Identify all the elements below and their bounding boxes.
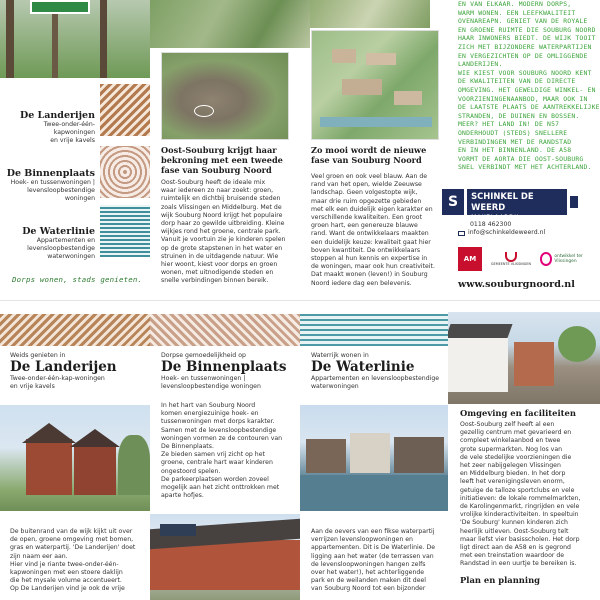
article-2-line: met elk een duidelijk eigen karakter en [311,205,433,213]
article-2-line: verschillende kwaliteiten. Een groot [311,214,422,222]
hand-line: EN VERGEZICHTEN OP DE OMLIGGENDE [458,51,588,60]
binnenplaats-line: In het hart van Souburg Noord [161,402,256,409]
omgeving-line: het zeer nabijgelegen Vlissingen [460,462,561,470]
hand-line: OVENAREAPN. GENIET VAN DE ROYALE [458,17,588,26]
binnenplaats-title: De Binnenplaats [6,168,95,179]
bottom-waterlinie-title: De Waterlinie [311,359,415,376]
aerial-village-photo [161,52,289,140]
waterlinie-pattern-square [100,205,150,257]
bottom-waterlinie-header [311,352,451,392]
omgeving-section [460,408,600,586]
waterlinie-line: de levensloopwoningen hangen zelfs [311,560,426,568]
binnenplaats-label [0,168,95,204]
article-2-heading [311,145,447,165]
omgeving-line: ligt direct aan de A58 en is gegrond [460,544,571,552]
article-2 [311,145,447,288]
article-2-line: Dat maakt wonen (leven!) in Souburg [311,271,428,279]
binnenplaats-line: Samen met de levensloopbestendige [161,426,277,434]
omgeving-title: Omgeving en faciliteiten [460,408,576,418]
waterlinie-line: verrijzen levensloopwoningen en [311,536,413,544]
hand-line: WARM WONEN. EEN LEEFKWALITEIT [458,8,576,17]
landerijen-line: kapwoningen met een stoere daklijn [10,569,123,577]
binnenplaats-line: tussenwoningen met dorps karakter. [161,418,275,426]
landerijen-sub-3: en vrije kavels [50,137,95,145]
slogan: Dorps wonen, stads genieten. [12,275,143,284]
hand-line: HAAR INWONERS BIEDT. DE WIJK TOOIT [458,34,596,43]
site-plan-render [311,30,439,140]
omgeving-line: compleet winkelaanbod en twee [460,437,561,445]
vlissingen-logo [486,247,536,271]
landerijen-sub-2: kapwoningen [53,129,95,137]
contact-phone[interactable]: 0118 462300 [470,221,512,228]
article-1-heading-1: Oost-Souburg krijgt haar [161,145,277,155]
article-2-line: een duidelijk keuze: kwaliteit gaat hier [311,238,431,246]
hand-line: DE LAATSTE PLAATS DE AANTREKKELIJKE [458,103,600,112]
waterlinie-line: over het water!), het achterliggende [311,569,425,577]
waterlinie-title: De Waterlinie [22,226,95,237]
bottom-waterlinie-sub-1: Appartementen en levensloopbestendige [311,375,440,383]
article-1-line: waar iedereen zo naar zoekt: groen, [161,187,274,195]
article-1-line: struinen in de uitdagende natuur. Wie [161,252,279,260]
landerijen-label [0,110,95,146]
vlissingen-crest-icon [505,252,517,262]
bottom-binnenplaats-title: De Binnenplaats [161,359,287,376]
article-1-line: Oost-Souburg heeft de ideale mix [161,179,266,186]
location-circle [194,105,214,117]
binnenplaats-line: Ze bieden samen vrij zicht op het [161,451,265,459]
contact-email[interactable] [458,229,545,237]
hand-line: EN VAN ELKAAR. MODERN DORPS, [458,0,572,8]
omgeving-line: Oost-Souburg zelf heeft al een [460,421,555,428]
article-1 [161,145,297,286]
waterlinie-sub-2: levensloopbestendige [27,245,95,253]
waterlinie-houses-photo [300,405,448,511]
binnenplaats-sub-3: woningen [64,195,95,203]
article-1-heading-3: fase van Souburg Noord [161,165,272,175]
article-1-line: Vanuit je voortuin zie je kinderen spelen [161,236,286,244]
landerijen-line: gras en waterpartij. 'De Landerijen' doet [10,544,136,552]
omgeving-line: de Karolingenmarkt, ringrijden en vele [460,503,580,511]
article-2-line: groen hart, een genereuze blauwe [311,222,418,230]
waterlinie-kicker: Waterrijk wonen in [311,352,369,359]
waterlinie-sub-3: waterwoningen [47,253,95,261]
top-aerial-strip-right [310,0,430,28]
article-2-line: de woningen, maar ook hun creativiteit. [311,263,435,271]
brand-sub: MAKELAARDIJ [471,214,519,221]
article-2-heading-2: fase van Souburg Noord [311,155,422,165]
waterlinie-line: appartementen. Dit is De Waterlinie. De [311,544,436,552]
landerijen-body [10,528,150,594]
waterlinie-label [0,226,95,262]
omgeving-line: gezellig centrum met gevarieerd en [460,429,572,437]
waterlinie-line: park en de weilanden maken dit deel [311,577,427,585]
hand-line: VOORZIENINGENAANBOD, MAAR OOK IN [458,94,588,103]
omgeving-line: heerlijk uitleven. Oost-Souburg telt [460,527,569,535]
landerijen-title: De Landerijen [19,110,95,121]
omgeving-line: maar liefst vier basisscholen. Het dorp [460,535,580,543]
binnenplaats-line: groene, centrale hart waar kinderen [161,459,273,467]
landerijen-line: die het mysale volume accentueert. [10,577,122,585]
article-1-line: snelle verbindingen binnen bereik. [161,277,269,285]
binnenplaats-line: De Binnenplaats. [161,443,214,451]
hand-line: EN GROENE RUIMTE DIE SOUBURG NOORD [458,25,596,34]
hand-line: ONDERHOUDT (STEDS) SNELLERE [458,128,568,137]
landerijen-line: de open, groene omgeving met bomen, [10,536,134,544]
ontwikkel-text: ontwikkel ter Vlissingen [554,254,583,264]
waterlinie-line: van Souburg Noord tot een bijzonder [311,585,426,593]
bottom-waterlinie-sub-2: waterwoningen [311,383,359,391]
contact-email-text: info@schinkeldeweerd.nl [468,229,546,236]
hand-line: WIE KIEST VOOR SOUBURG NOORD KENT [458,68,592,77]
handwritten-block [458,0,600,172]
article-1-line: zoals Vlissingen en Middelburg. Met de [161,203,282,211]
article-2-heading-1: Zo mooi wordt de nieuwe [311,145,427,155]
binnenplaats-line: ongestoord spelen. [161,467,221,475]
omgeving-line: vrolijke kinderactiviteiten. In speeltuin [460,511,579,519]
article-2-line: stoppen al hun kennis en expertise in [311,255,428,263]
binnenplaats-house-photo [150,514,300,600]
bottom-landerijen-title: De Landerijen [10,359,117,376]
article-1-line: ruimtelijk en dichtbij bruisende steden [161,195,281,203]
binnenplaats-sub-2: levensloopbestendige [27,187,95,195]
bottom-landerijen-sub-2: en vrije kavels [10,383,55,391]
binnenplaats-sub-1: Hoek- en tussenwoningen | [10,179,95,186]
waterlinie-line: Aan de oevers van een fikse waterpartij [311,528,435,535]
schinkel-logo [442,188,578,221]
top-aerial-strip [150,0,310,48]
omgeving-line: grote supermarkten. Nog los van [460,445,563,453]
top-left-photo [0,0,150,78]
binnenplaats-line: De parkeerplaatsen worden zoveel [161,475,269,483]
bottom-landerijen-header [10,352,150,392]
article-1-heading [161,145,297,175]
landerijen-line: Hier vind je riante twee-onder-één- [10,560,119,568]
article-2-line: Noord iedere dag een belevenis. [311,279,412,287]
article-2-line: rand van het open, wielde Zeeuwse [311,181,422,189]
waterlinie-line: ligging aan het water (de terrassen van [311,552,434,560]
hand-line: LANDERIJEN. [458,60,503,69]
hand-line: VORMT DE AORTA DIE OOST-SOUBURG [458,154,584,163]
omgeving-line: getuige de talloze sportclubs en vele [460,486,575,494]
landerijen-line: De buitenrand van de wijk kijkt uit over [10,528,133,535]
logo-mark-icon: S [442,189,464,215]
binnenplaats-kicker: Dorpse gemoedelijkheid op [161,352,246,359]
article-1-line: hier woont, kiest voor dorps en groen [161,261,278,269]
binnenplaats-line: woningen vormen ze de contouren van [161,434,283,442]
article-2-line: landschap. Geen volgestopte wijk, [311,189,418,197]
binnenplaats-band [150,314,300,346]
waterlinie-sub-1: Appartementen en [36,237,95,244]
landerijen-band [0,314,150,346]
hand-line: ZICH MET BIJZONDERE WATERPARTIJEN [458,42,592,51]
bottom-landerijen-sub-1: Twee-onder-één-kap-woningen [10,375,105,383]
article-2-line: rand. Want de ontwikkelaars maakten [311,230,429,238]
article-1-line: op de grote stapstenen in het water en [161,244,283,252]
waterlinie-band [300,314,448,346]
binnenplaats-line: komen energiezuinige hoek- en [161,410,259,418]
bottom-binnenplaats-sub-1: Hoek- en tussenwoningen | [161,375,246,383]
article-2-line: boven kwantiteit. De ontwikkelaars [311,246,421,254]
hand-line: OMGEVING. HET GEWELDIGE WINKEL- EN [458,85,596,94]
nvm-badge-icon [570,196,578,208]
ontwikkel-logo [540,247,598,271]
article-1-line: wijk Souburg Noord krijgt het populaire [161,211,283,219]
binnenplaats-line: mogelijk aan het zicht onttrokken met [161,484,280,492]
omgeving-line: 'De Souburg' kunnen kinderen zich [460,519,568,527]
omgeving-body [460,421,600,569]
section-divider [0,300,600,301]
omgeving-line: met een treinstation waardoor de [460,552,565,560]
brand-name: SCHINKEL DE WEERD [471,191,534,212]
landerijen-sub-1: Twee-onder-één- [43,121,95,128]
omgeving-line: en Middelburg bieden. In het dorp [460,470,566,478]
hand-line: DE KWALITEITEN VAN DE DIRECTE [458,77,576,86]
article-2-body [311,173,447,288]
hand-line: VERBINDINGEN MET DE RANDSTAD [458,137,572,146]
omgeving-line: initiatieven: de lokale rommelmarkten, [460,494,581,502]
binnenplaats-line: aparte hofjes. [161,492,204,500]
hand-line: STRANDEN, DE DUINEN EN BOSSEN. [458,111,580,120]
village-street-photo [448,312,600,404]
hand-line: MEER? HET LAND IN! DE N57 [458,120,560,129]
omgeving-line: Randstad in een uurtje te bereiken is. [460,560,577,568]
plan-planning-title: Plan en planning [460,574,541,585]
omgeving-line: de vele stedelijke voorzieningen die [460,453,572,461]
am-logo: AM [458,247,482,271]
article-1-line: dorp haar zo gewilde uitbreiding. Kleine [161,220,285,228]
binnenplaats-body [161,402,299,500]
article-2-line: Veel groen en ook veel blauw. Aan de [311,173,428,180]
article-1-heading-2: bekroning met een tweede [161,155,283,165]
vlissingen-text: GEMEENTE VLISSINGEN [490,262,532,266]
omgeving-line: leeft het verenigingsleven enorm, [460,478,565,486]
binnenplaats-pattern-square [100,146,150,198]
article-1-line: wonen, met uitnodigende steden en [161,269,274,277]
waterlinie-body [311,528,451,594]
mail-icon [458,231,465,236]
article-1-line: wijkjes rond het groene, centrale park. [161,228,281,236]
bottom-binnenplaats-sub-2: levensloopbestendige woningen [161,383,261,391]
article-1-body [161,179,297,286]
hand-line: EN IN HET BINNENLAND. DE A58 [458,146,572,155]
article-2-line: maar drie ruim opgezette gebieden [311,197,422,205]
partner-logos [458,245,598,273]
landerijen-pattern-square [100,84,150,136]
ontwikkel-circle-icon [540,252,552,266]
landerijen-line: Op De Landerijen vind je ook de vrije [10,585,125,593]
landerijen-line: zijn naam eer aan. [10,552,68,560]
website-link[interactable]: www.souburgnoord.nl [458,279,575,290]
bottom-binnenplaats-header [161,352,301,392]
landerijen-kicker: Weids genieten in [10,352,66,359]
hand-line: SNEL VERBINDT MET HET ACHTERLAND. [458,163,592,172]
landerijen-house-photo [0,405,150,511]
